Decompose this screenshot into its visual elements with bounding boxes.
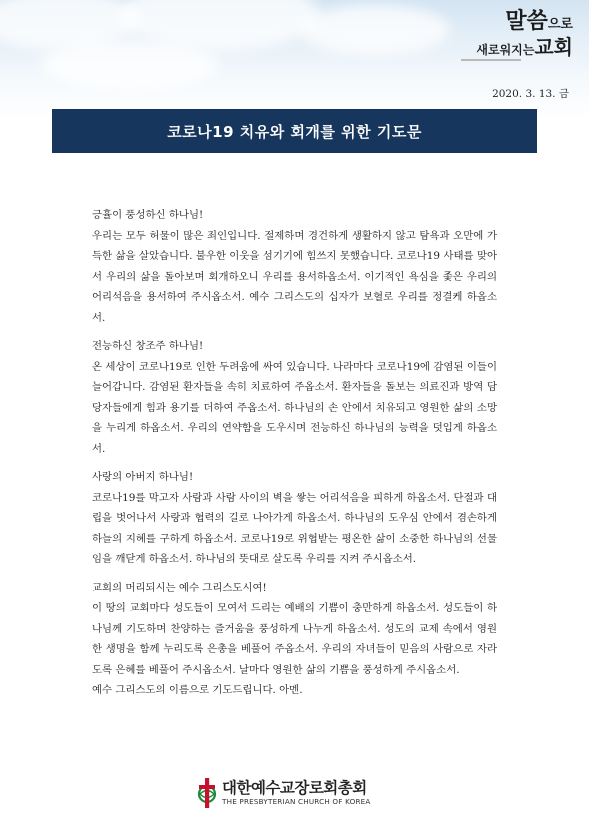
cross-globe-icon	[196, 777, 218, 809]
paragraph-text: 코로나19를 막고자 사람과 사람 사이의 벽을 쌓는 어리석음을 피하게 하옵소서. 단절과 대립을 벗어나서 사랑과 협력의 길로 나아가게 하옵소서. 하나님의 도우심 안에서 겸손하게 하늘의 지혜를 구하게 하옵소서. 코로나19로 위협받는 평온한 삶이 소중한 하나님의 선물임을 깨닫게 하옵소서. 하나님의 뜻대로 살도록 우리를 지켜 주시옵소서.	[92, 491, 497, 565]
paragraph-text: 이 땅의 교회마다 성도들이 모여서 드리는 예배의 기쁨이 충만하게 하옵소서. 성도들이 하나님께 기도하며 찬양하는 즐거움을 풍성하게 나누게 하옵소서. 성도의 교제 속에서 영원한 생명을 함께 누리도록 은총을 베풀어 주옵소서. 우리의 자녀들이 믿음의 사람으로 자라도록 은혜를 베풀어 주시옵소서. 날마다 영원한 삶의 기쁨을 풍성하게 주시옵소서.	[92, 602, 497, 676]
organization-name-english: THE PRESBYTERIAN CHURCH OF KOREA	[222, 797, 371, 806]
logo-underline	[461, 59, 521, 61]
organization-name-korean: 대한예수교장로회총회	[222, 779, 367, 797]
paragraph-heading: 사랑의 아버지 하나님!	[92, 471, 194, 483]
paragraph-text: 우리는 모두 허물이 많은 죄인입니다. 절제하며 경건하게 생활하지 않고 탐욕과 오만에 가득한 삶을 살았습니다. 불우한 이웃을 섬기기에 힘쓰지 못했습니다. 코로나19 사태를 맞아서 우리의 삶을 돌아보며 회개하오니 우리를 용서하옵소서. 이기적인 욕심을 좇은 우리의 어리석음을 용서하여 주시옵소서. 예수 그리스도의 십자가 보혈로 우리를 정결케 하옵소서.	[92, 229, 497, 324]
closing-line: 예수 그리스도의 이름으로 기도드립니다. 아멘.	[92, 684, 303, 696]
paragraph-heading: 전능하신 창조주 하나님!	[92, 340, 204, 352]
prayer-body	[92, 205, 497, 709]
title-banner	[52, 109, 537, 153]
logo-word-gyohoe: 교회	[534, 35, 573, 59]
prayer-paragraph	[92, 336, 497, 459]
paragraph-heading: 긍휼이 풍성하신 하나님!	[92, 209, 204, 221]
document-date: 2020. 3. 13. 금	[492, 88, 569, 100]
document-title: 코로나19 치유와 회개를 위한 기도문	[167, 122, 422, 141]
prayer-paragraph	[92, 467, 497, 570]
church-slogan-logo	[455, 10, 573, 68]
prayer-paragraph	[92, 205, 497, 328]
paragraph-text: 온 세상이 코로나19로 인한 두려움에 싸여 있습니다. 나라마다 코로나19에 감염된 이들이 늘어갑니다. 감염된 환자들을 속히 치료하여 주옵소서. 환자들을 돌보는 의료진과 방역 담당자들에게 힘과 용기를 더하여 주옵소서. 하나님의 손 안에서 치유되고 영원한 삶의 소망을 누리게 하옵소서. 우리의 연약함을 도우시며 전능하신 하나님의 능력을 덧입게 하옵소서.	[92, 360, 497, 455]
paragraph-heading: 교회의 머리되시는 예수 그리스도시여!	[92, 581, 267, 594]
logo-word-euro: 으로	[547, 17, 573, 32]
denomination-logo	[196, 776, 396, 810]
logo-word-saerowojineun: 새로워지는	[476, 43, 535, 57]
logo-word-malsseum: 말씀	[505, 9, 548, 34]
prayer-paragraph	[92, 578, 497, 701]
